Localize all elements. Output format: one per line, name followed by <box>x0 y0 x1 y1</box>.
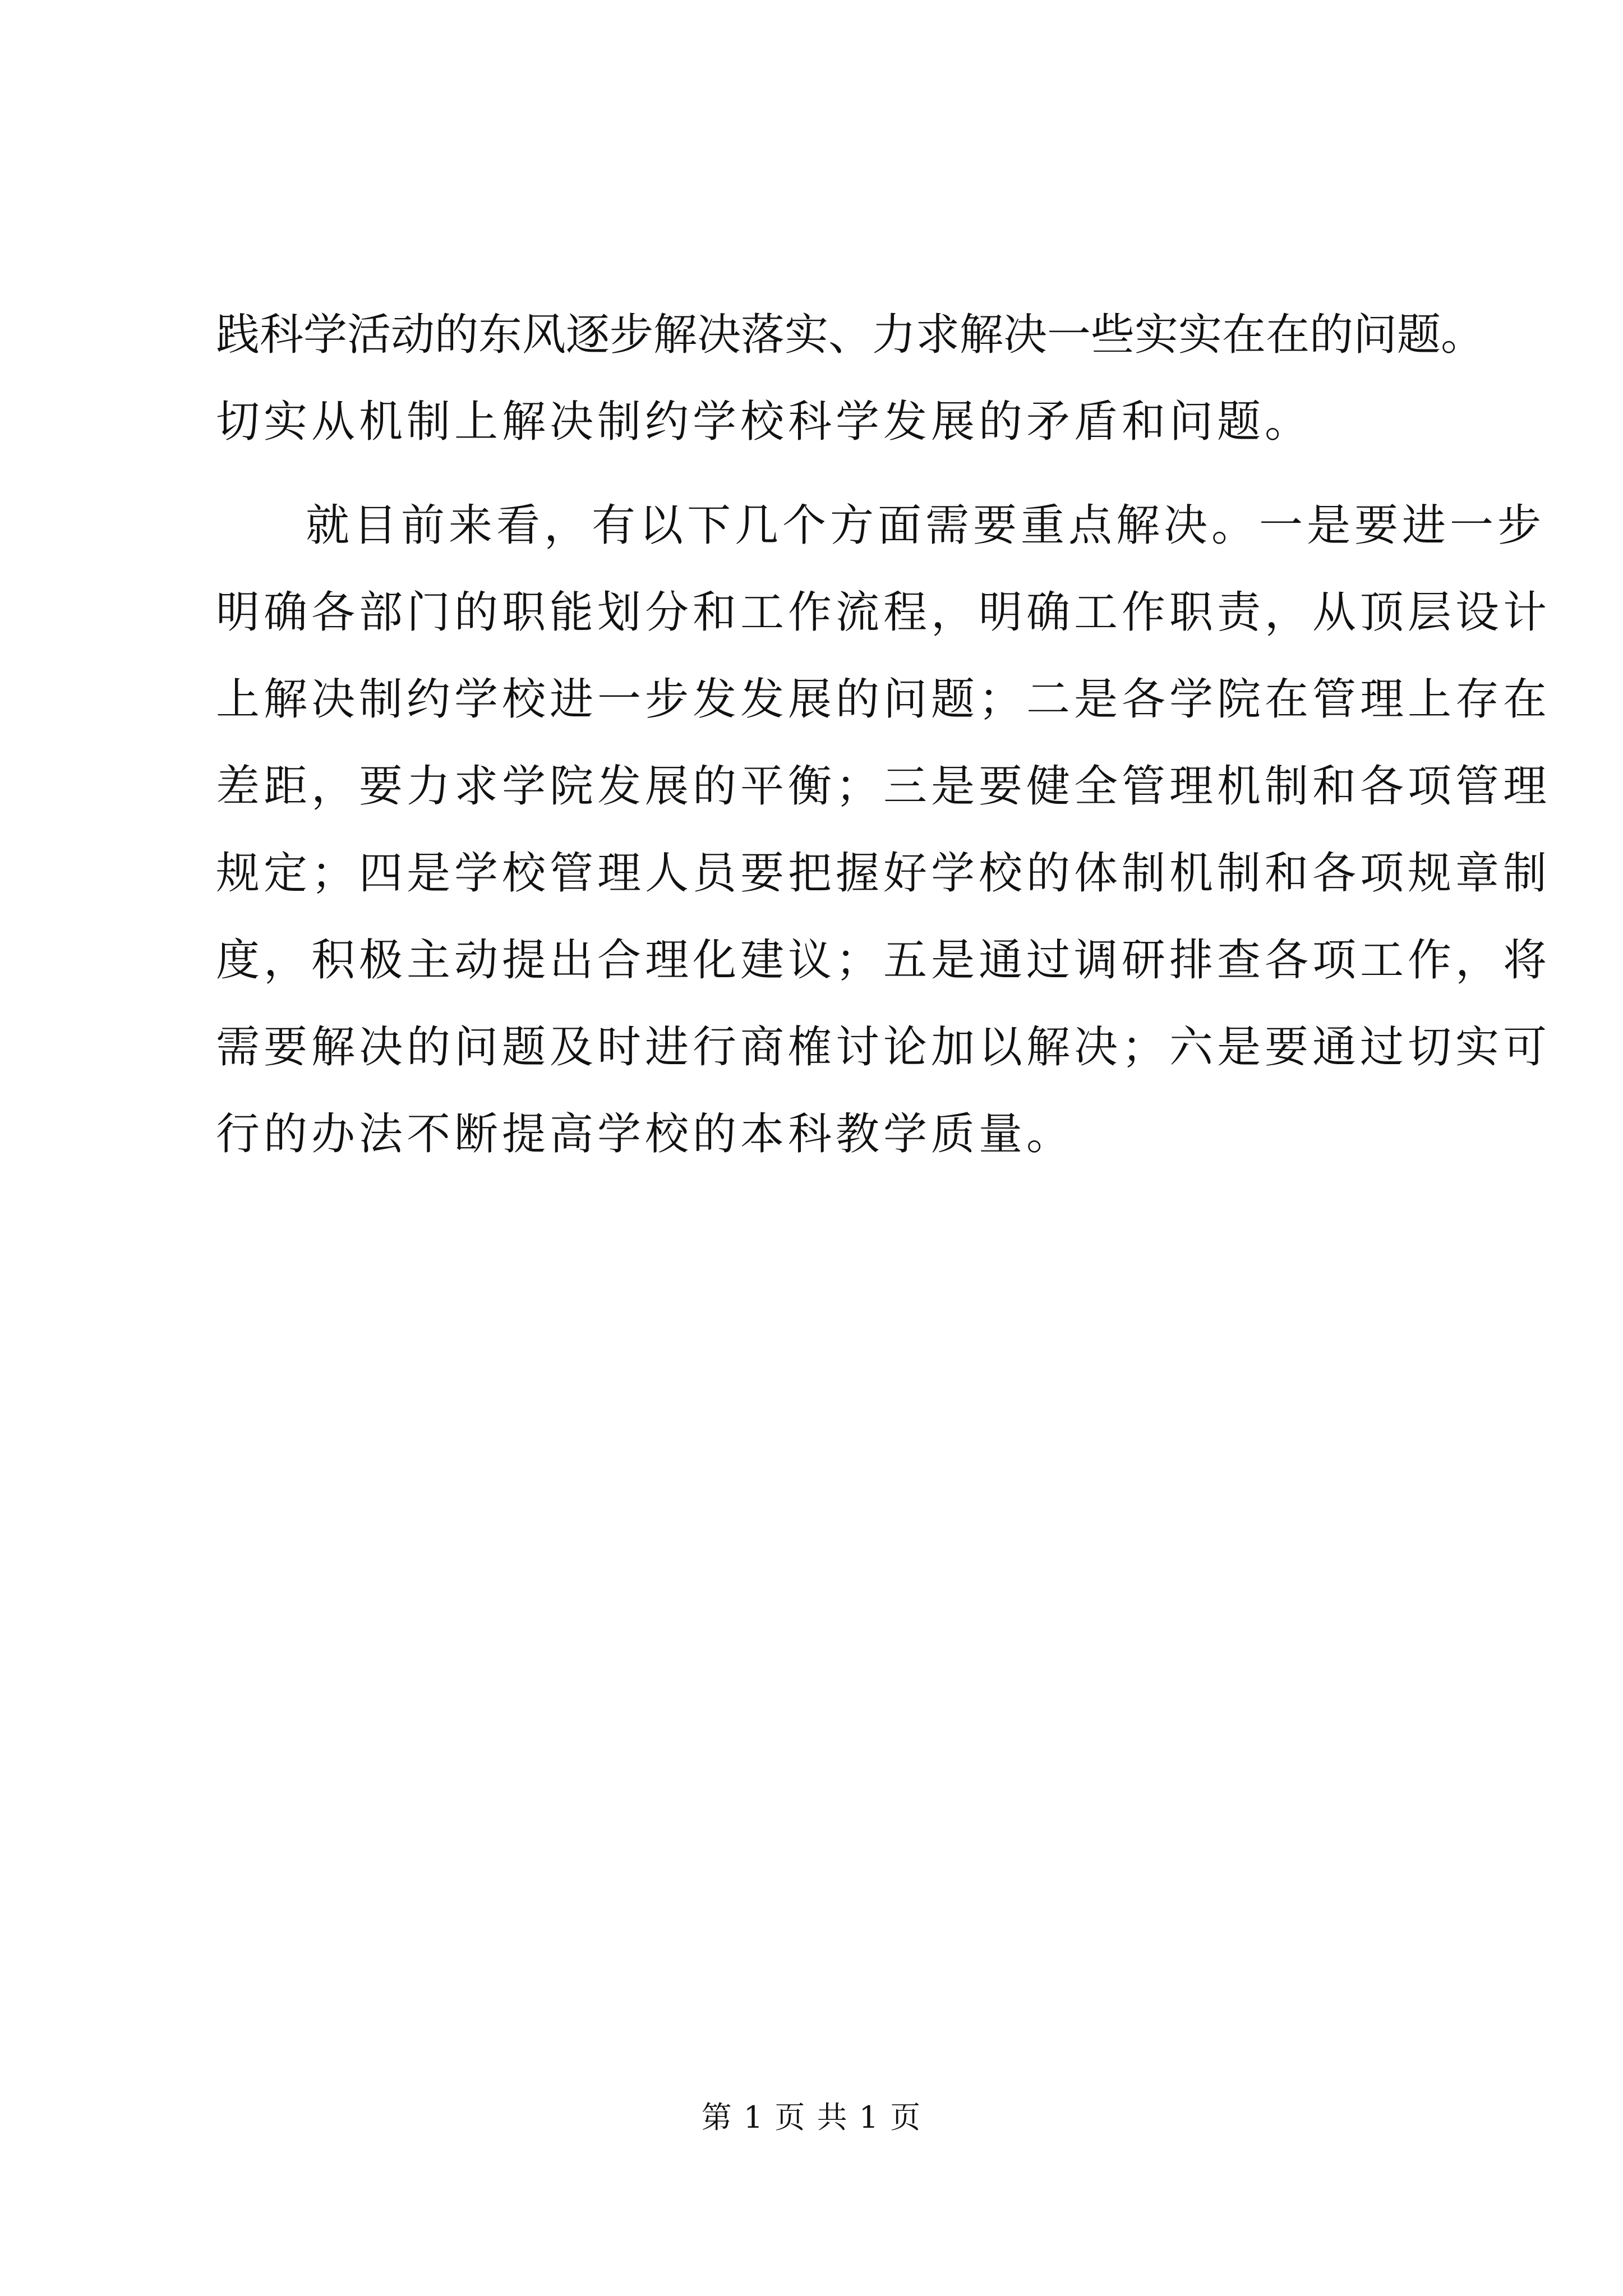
paragraph-line: 上解决制约学校进一步发发展的问题；二是各学院在管理上存在 <box>216 674 1551 725</box>
paragraph-line: 行的办法不断提高学校的本科教学质量。 <box>216 1109 1075 1159</box>
body-text <box>216 292 1551 1178</box>
paragraph-line: 差距，要力求学院发展的平衡；三是要健全管理机制和各项管理 <box>216 761 1551 812</box>
paragraph-line: 需要解决的问题及时进行商榷讨论加以解决；六是要通过切实可 <box>216 1022 1551 1073</box>
paragraph-1 <box>216 292 1485 466</box>
paragraph-line: 践科学活动的东风逐步解决落实、力求解决一些实实在在的问题。 <box>216 310 1485 360</box>
paragraph-line: 切实从机制上解决制约学校科学发展的矛盾和问题。 <box>216 397 1313 447</box>
paragraph-line: 明确各部门的职能划分和工作流程，明确工作职责，从顶层设计 <box>216 587 1551 638</box>
paragraph-line: 度，积极主动提出合理化建议；五是通过调研排查各项工作，将 <box>216 935 1551 986</box>
paragraph-2 <box>216 482 1551 1178</box>
paragraph-line: 就目前来看，有以下几个方面需要重点解决。一是要进一步 <box>306 500 1546 551</box>
page-footer: 第 1 页 共 1 页 <box>701 2100 922 2135</box>
paragraph-line: 规定；四是学校管理人员要把握好学校的体制机制和各项规章制 <box>216 848 1551 899</box>
